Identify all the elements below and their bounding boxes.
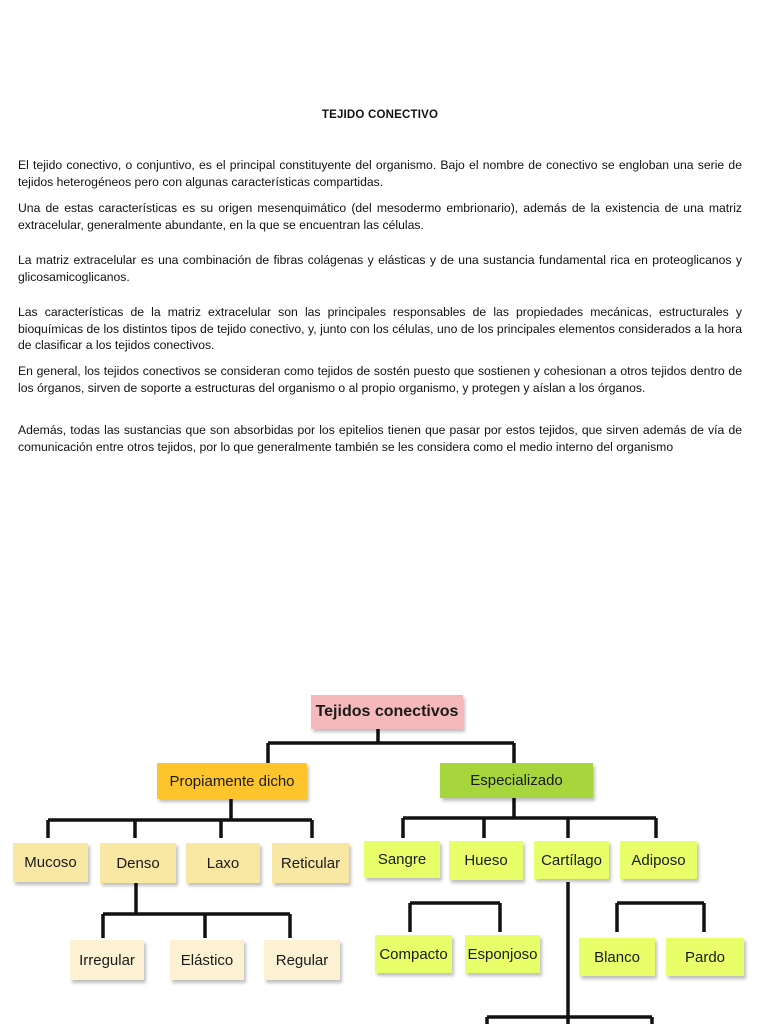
sangre-node: Sangre — [364, 841, 440, 878]
laxo-node: Laxo — [186, 843, 260, 883]
irregular-node: Irregular — [70, 940, 144, 980]
blanco-node: Blanco — [579, 938, 655, 976]
pardo-node: Pardo — [666, 938, 744, 976]
cartilago-node: Cartílago — [534, 841, 609, 879]
paragraph-2: Una de estas características es su origen mesenquimático (del mesodermo embrionario), además de la existencia de una matriz extracelular, generalmente abundante, en la que se encuentran las células. — [18, 201, 742, 232]
propiamente-dicho-node: Propiamente dicho — [157, 763, 307, 799]
compacto-node: Compacto — [375, 935, 452, 973]
paragraph-5: En general, los tejidos conectivos se consideran como tejidos de sostén puesto que sostienen y cohesionan a otros tejidos dentro de los órganos, sirven de soporte a estructuras del organismo o al propio organismo, y protegen y aíslan a los órganos. — [18, 364, 742, 395]
esponjoso-node: Esponjoso — [465, 935, 540, 973]
root-node: Tejidos conectivos — [311, 695, 463, 729]
adiposo-node: Adiposo — [620, 841, 697, 879]
paragraph-3: La matriz extracelular es una combinación de fibras colágenas y elásticas y de una sustancia fundamental rica en proteoglicanos y glicosamicoglicanos. — [18, 253, 742, 284]
document-title: TEJIDO CONECTIVO — [321, 109, 439, 121]
reticular-node: Reticular — [272, 843, 349, 883]
mucoso-node: Mucoso — [13, 843, 88, 882]
paragraph-1: El tejido conectivo, o conjuntivo, es el principal constituyente del organismo. Bajo el nombre de conectivo se engloban una serie de tejidos heterogéneos pero con algunas características compartidas. — [18, 158, 742, 189]
paragraph-4: Las características de la matriz extracelular son las principales responsables de las propiedades mecánicas, estructurales y bioquímicas de los distintos tipos de tejido conectivo, y, junto con los células, uno de los principales elementos considerados a la hora de clasificar a los tejidos conectivos. — [18, 305, 742, 352]
classification-diagram — [10, 690, 750, 1024]
regular-node: Regular — [264, 940, 340, 980]
hueso-node: Hueso — [449, 841, 523, 880]
elastico-node: Elástico — [170, 940, 244, 980]
especializado-node: Especializado — [440, 763, 593, 798]
denso-node: Denso — [100, 843, 176, 883]
paragraph-6: Además, todas las sustancias que son absorbidas por los epitelios tienen que pasar por estos tejidos, que sirven además de vía de comunicación entre otros tejidos, por lo que generalmente también se les considera como el medio interno del organismo — [18, 423, 742, 454]
